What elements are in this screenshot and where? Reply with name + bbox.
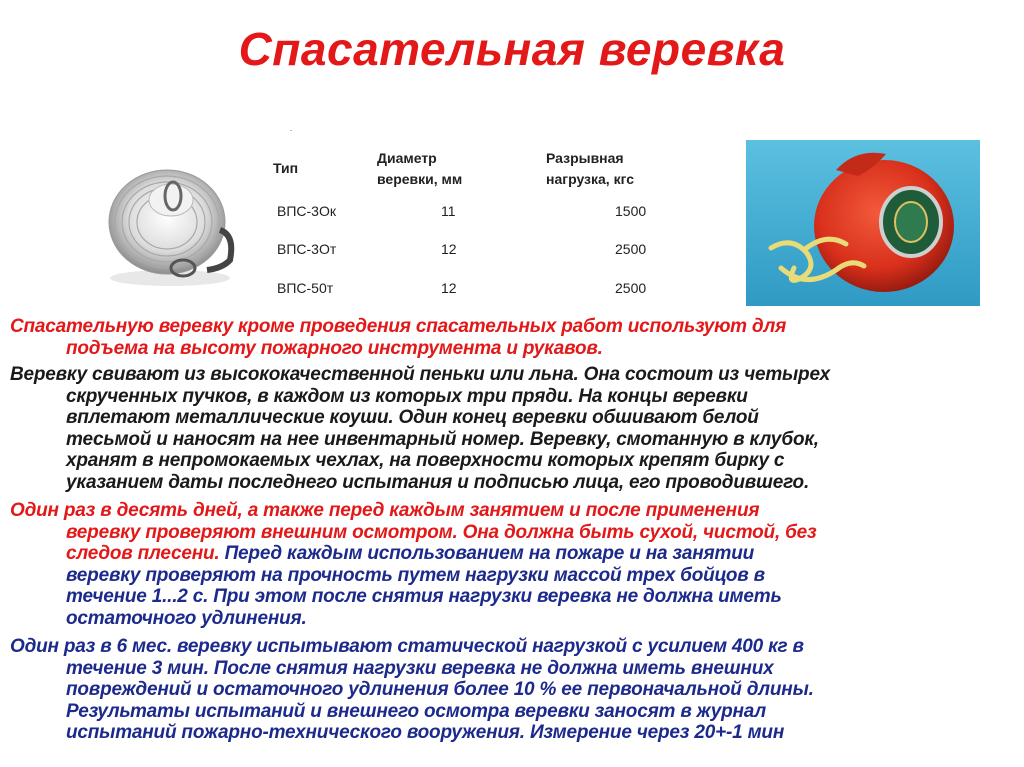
paragraph-construction-line6: указанием даты последнего испытания и подписью лица, его проводившего. <box>66 471 810 493</box>
row3-load: 2500 <box>615 280 647 296</box>
paragraph-testing <box>10 636 1010 744</box>
paragraph-usage-line1: Спасательную веревку кроме проведения спасательных работ используют для <box>10 316 787 337</box>
paragraph-construction-line4: тесьмой и наносят на нее инвентарный номер. Веревку, смотанную в клубок, <box>66 428 819 450</box>
paragraph-testing-line2: течение 3 мин. После снятия нагрузки веревка не должна иметь внешних <box>66 657 774 679</box>
paragraph-construction-line5: хранят в непромокаемых чехлах, на поверхности которых крепят бирку с <box>66 450 785 471</box>
row3-diameter: 12 <box>441 280 457 296</box>
row3-type: ВПС-50т <box>277 280 334 296</box>
paragraph-testing-line5: испытаний пожарно-технического вооружения. Измерение через 20+-1 мин <box>66 722 785 743</box>
paragraph-usage-line2: подъема на высоту пожарного инструмента и рукавов. <box>66 337 603 359</box>
paragraph-testing-line1: Один раз в 6 мес. веревку испытывают статической нагрузкой с усилием 400 кг в <box>10 636 804 657</box>
row1-type: ВПС-3Ок <box>277 203 336 219</box>
row2-type: ВПС-3От <box>277 241 337 257</box>
paragraph-usage <box>10 316 1010 359</box>
paragraph-inspection <box>10 500 1010 629</box>
paragraph-testing-line4: Результаты испытаний и внешнего осмотра веревки заносят в журнал <box>66 700 766 722</box>
paragraph-inspection-line4: веревку проверяют на прочность путем нагрузки массой трех бойцов в <box>66 564 765 586</box>
row2-load: 2500 <box>615 241 647 257</box>
rope-coil-icon <box>95 150 245 290</box>
page-title: Спасательная веревка <box>238 23 786 75</box>
header-type: Тип <box>273 160 299 176</box>
paragraph-construction-line1: Веревку свивают из высококачественной пеньки или льна. Она состоит из четырех <box>10 364 830 385</box>
paragraph-inspection-line2: веревку проверяют внешним осмотром. Она должна быть сухой, чистой, без <box>66 521 817 543</box>
header-load-1: Разрывная <box>546 150 624 166</box>
paragraph-inspection-line6: остаточного удлинения. <box>66 607 307 629</box>
dot-mark: . <box>290 124 293 133</box>
paragraph-inspection-line3-blue: Перед каждым использованием на пожаре и на занятии <box>219 543 755 564</box>
paragraph-testing-line3: повреждений и остаточного удлинения более 10 % ее первоначальной длины. <box>66 679 814 700</box>
header-diameter-1: Диаметр <box>377 150 437 166</box>
paragraph-construction-line3: вплетают металлические коуши. Один конец веревки обшивают белой <box>66 407 759 428</box>
paragraph-inspection-line3-red: следов плесени. <box>66 543 220 564</box>
paragraph-inspection-line5: течение 1...2 с. При этом после снятия нагрузки веревка не должна иметь <box>66 586 782 607</box>
header-diameter-2: веревки, мм <box>377 171 463 187</box>
rope-bag-icon <box>746 140 980 306</box>
row1-load: 1500 <box>615 203 647 219</box>
row2-diameter: 12 <box>441 241 457 257</box>
paragraph-construction-line2: скрученных пучков, в каждом из которых три пряди. На концы веревки <box>66 385 748 407</box>
paragraph-construction <box>10 364 1010 493</box>
paragraph-inspection-line1: Один раз в десять дней, а также перед каждым занятием и после применения <box>10 500 760 521</box>
header-load-2: нагрузка, кгс <box>546 171 635 187</box>
row1-diameter: 11 <box>441 203 456 219</box>
